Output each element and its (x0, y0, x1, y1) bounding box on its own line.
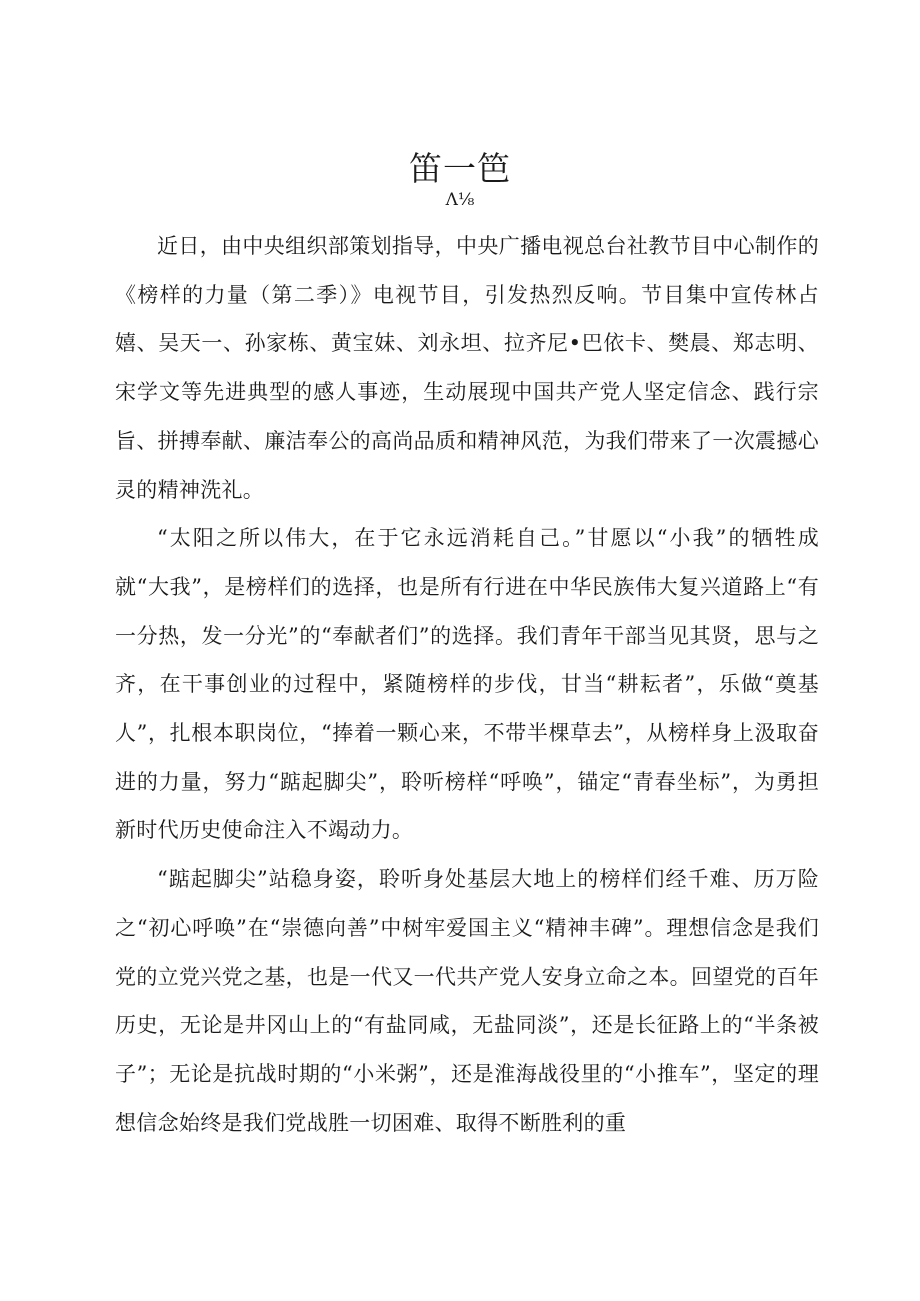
paragraph-2: “太阳之所以伟大，在于它永远消耗自己。”甘愿以“小我”的牺牲成就“大我”，是榜样们的选择，也是所有行进在中华民族伟大复兴道路上“有一分热，发一分光”的“奉献者们”的选择。我们青年干部当见其贤，思与之齐，在干事创业的过程中，紧随榜样的步伐，甘当“耕耘者”，乐做“奠基人”，扎根本职岗位，“捧着一颗心来，不带半棵草去”，从榜样身上汲取奋进的力量，努力“踮起脚尖”，聆听榜样“呼唤”，锚定“青春坐标”，为勇担新时代历史使命注入不竭动力。 (115, 526, 819, 843)
document-subtitle: Λ⅛ (445, 190, 475, 210)
paragraph-1: 近日，由中央组织部策划指导，中央广播电视总台社教节目中心制作的《榜样的力量（第二季）》电视节目，引发热烈反响。节目集中宣传林占嬉、吴天一、孙家栋、黄宝妹、刘永坦、拉齐尼•巴依卡、樊晨、郑志明、宋学文等先进典型的感人事迹，生动展现中国共产党人坚定信念、践行宗旨、拼搏奉献、廉洁奉公的高尚品质和精神风范，为我们带来了一次震撼心灵的精神洗礼。 (115, 234, 819, 502)
paragraph-3: “踮起脚尖”站稳身姿，聆听身处基层大地上的榜样们经千难、历万险之“初心呼唤”在“崇德向善”中树牢爱国主义“精神丰碑”。理想信念是我们党的立党兴党之基，也是一代又一代共产党人安身立命之本。回望党的百年历史，无论是井冈山上的“有盐同咸，无盐同淡”，还是长征路上的“半条被子”；无论是抗战时期的“小米粥”，还是淮海战役里的“小推车”，坚定的理想信念始终是我们党战胜一切困难、取得不断胜利的重 (115, 867, 819, 1135)
document-body (115, 222, 819, 1147)
document-title: 笛一笆 (409, 149, 511, 188)
